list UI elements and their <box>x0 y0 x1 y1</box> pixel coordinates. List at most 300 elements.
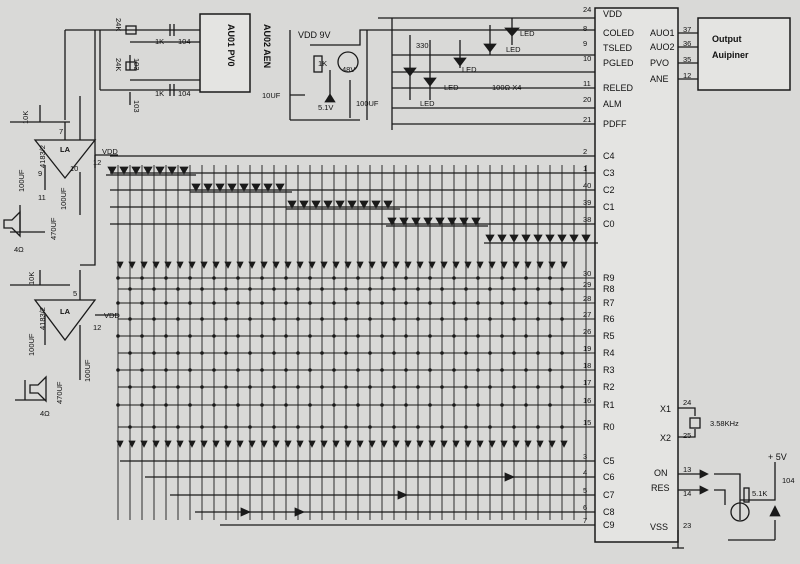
matrix-junction <box>296 425 300 429</box>
ic-pin-name-c6: C6 <box>603 472 615 482</box>
matrix-junction <box>488 425 492 429</box>
amp1-pin10: 10 <box>70 164 79 173</box>
ic-pin-num-c7: 5 <box>583 486 588 495</box>
ic-pin-name-c8: C8 <box>603 507 615 517</box>
ic-pin-name-c0: C0 <box>603 219 615 229</box>
c100uf-label: 100UF <box>356 99 379 108</box>
amp2-id: 4183/2 <box>38 307 47 330</box>
matrix-junction <box>428 403 432 407</box>
matrix-junction <box>536 287 540 291</box>
on-label: ON <box>654 468 668 478</box>
matrix-junction <box>464 385 468 389</box>
matrix-junction <box>536 317 540 321</box>
matrix-junction <box>332 368 336 372</box>
matrix-junction <box>368 317 372 321</box>
matrix-junction <box>284 368 288 372</box>
ic-pin-name-tsled: TSLED <box>603 43 633 53</box>
matrix-diode <box>570 235 578 242</box>
matrix-junction <box>368 425 372 429</box>
matrix-junction <box>128 351 132 355</box>
matrix-junction <box>332 301 336 305</box>
matrix-junction <box>476 301 480 305</box>
ic-pin-num-reled: 11 <box>583 79 591 88</box>
x1-label: X1 <box>660 404 672 414</box>
matrix-junction <box>152 287 156 291</box>
matrix-junction <box>452 368 456 372</box>
led-label-2: LED <box>506 45 521 54</box>
amp1-pin12: 12 <box>93 158 102 167</box>
matrix-junction <box>392 317 396 321</box>
matrix-junction <box>560 287 564 291</box>
ic-pin-num-c3: 1 <box>583 164 588 173</box>
ic-pin-name-auo1: AUO1 <box>650 28 675 38</box>
matrix-junction <box>452 301 456 305</box>
ic-pin-num-c6: 4 <box>583 468 588 477</box>
matrix-junction <box>188 368 192 372</box>
matrix-junction <box>152 385 156 389</box>
reset-resistor-label: 5.1K <box>752 489 768 498</box>
matrix-junction <box>176 317 180 321</box>
matrix-junction <box>188 301 192 305</box>
ic-pin-name-c3: C3 <box>603 168 615 178</box>
res-pin-num: 14 <box>683 489 692 498</box>
au-caps <box>170 24 174 96</box>
key-matrix <box>106 156 598 525</box>
matrix-junction <box>488 317 492 321</box>
matrix-junction <box>140 368 144 372</box>
au-box-line2: AU02 AEN <box>262 24 272 69</box>
ic-pin-name-pgled: PGLED <box>603 58 634 68</box>
matrix-junction <box>176 351 180 355</box>
matrix-diode <box>546 235 554 242</box>
matrix-junction <box>524 301 528 305</box>
matrix-junction <box>176 425 180 429</box>
ic-pin-num-vdd: 24 <box>583 5 592 14</box>
matrix-junction <box>236 334 240 338</box>
ic-pin-name-r4: R4 <box>603 348 615 358</box>
matrix-junction <box>296 385 300 389</box>
matrix-junction <box>236 403 240 407</box>
matrix-junction <box>416 317 420 321</box>
ic-pin-name-c1: C1 <box>603 202 615 212</box>
ic-pin-name-alm: ALM <box>603 99 622 109</box>
ic-pin-name-r7: R7 <box>603 298 615 308</box>
amp1-c100uf: 100UF <box>17 169 26 192</box>
c103-label-1: 103 <box>132 58 141 71</box>
matrix-junction <box>248 317 252 321</box>
matrix-junction <box>200 317 204 321</box>
matrix-junction <box>440 351 444 355</box>
ic-pin-name-r9: R9 <box>603 273 615 283</box>
matrix-junction <box>188 276 192 280</box>
matrix-junction <box>404 276 408 280</box>
matrix-junction <box>512 317 516 321</box>
matrix-junction <box>440 385 444 389</box>
amp1-pin11: 11 <box>38 193 46 202</box>
matrix-junction <box>524 368 528 372</box>
matrix-junction <box>548 334 552 338</box>
matrix-junction <box>536 385 540 389</box>
matrix-junction <box>236 301 240 305</box>
x2-pin-num: 25 <box>683 431 692 440</box>
matrix-junction <box>164 301 168 305</box>
matrix-junction <box>308 334 312 338</box>
reset-zener <box>770 506 780 516</box>
matrix-junction <box>248 287 252 291</box>
matrix-junction <box>404 301 408 305</box>
ic-pin-num-c8: 6 <box>583 503 588 512</box>
matrix-junction <box>500 403 504 407</box>
matrix-junction <box>296 317 300 321</box>
matrix-junction <box>176 385 180 389</box>
matrix-junction <box>548 403 552 407</box>
matrix-junction <box>476 334 480 338</box>
matrix-junction <box>428 276 432 280</box>
amp2-label: LA <box>60 307 70 316</box>
matrix-junction <box>224 351 228 355</box>
matrix-junction <box>308 403 312 407</box>
matrix-junction <box>128 385 132 389</box>
matrix-junction <box>224 385 228 389</box>
psu-r1k-label: 1K <box>318 59 328 68</box>
matrix-junction <box>260 368 264 372</box>
matrix-junction <box>152 317 156 321</box>
matrix-junction <box>320 287 324 291</box>
ic-pin-num-r5: 26 <box>583 327 592 336</box>
matrix-junction <box>380 334 384 338</box>
matrix-junction <box>164 334 168 338</box>
matrix-junction <box>404 334 408 338</box>
matrix-junction <box>140 334 144 338</box>
matrix-diode <box>510 235 518 242</box>
plus5v-label: + 5V <box>768 452 787 462</box>
matrix-junction <box>380 368 384 372</box>
amp2-c470: 470UF <box>55 381 64 404</box>
matrix-junction <box>224 317 228 321</box>
ic-pin-num-r6: 27 <box>583 310 592 319</box>
ic-pin-num-pgled: 10 <box>583 54 592 63</box>
matrix-junction <box>116 368 120 372</box>
ic-pin-name-pdff: PDFF <box>603 119 627 129</box>
led-label-3: LED <box>462 65 477 74</box>
res-label: RES <box>651 483 670 493</box>
vss-pin-num: 23 <box>683 521 692 530</box>
ic-pin-name-reled: RELED <box>603 83 634 93</box>
matrix-junction <box>332 403 336 407</box>
amp1-r10k: 10K <box>21 110 30 124</box>
ic-pin-num-r1: 16 <box>583 396 592 405</box>
matrix-junction <box>452 276 456 280</box>
matrix-junction <box>512 385 516 389</box>
vdd9v-label: VDD 9V <box>298 30 331 40</box>
matrix-junction <box>248 385 252 389</box>
amp1-label: LA <box>60 145 70 154</box>
led-2 <box>484 44 496 52</box>
r330-label: 330 <box>416 41 429 50</box>
matrix-junction <box>356 403 360 407</box>
matrix-junction <box>200 425 204 429</box>
matrix-junction <box>188 403 192 407</box>
matrix-junction <box>464 425 468 429</box>
output-box-line2: Auipiner <box>712 50 749 60</box>
matrix-junction <box>344 385 348 389</box>
speaker-2 <box>30 377 46 401</box>
matrix-junction <box>464 317 468 321</box>
ic-pin-name-r6: R6 <box>603 314 615 324</box>
matrix-junction <box>356 334 360 338</box>
matrix-junction <box>548 301 552 305</box>
matrix-diode <box>498 235 506 242</box>
c104-label-1: 104 <box>178 37 191 46</box>
ic-pin-num-coled: 8 <box>583 24 588 33</box>
matrix-junction <box>356 276 360 280</box>
matrix-junction <box>116 403 120 407</box>
lower-diode <box>295 508 304 516</box>
ic-pin-num-r2: 17 <box>583 378 592 387</box>
ic-pin-num-r3: 18 <box>583 361 592 370</box>
matrix-junction <box>416 351 420 355</box>
matrix-junction <box>380 276 384 280</box>
matrix-junction <box>272 351 276 355</box>
amp2-c100uf-2: 100UF <box>83 359 92 382</box>
matrix-junction <box>488 351 492 355</box>
matrix-junction <box>380 301 384 305</box>
r100x4-label: 100Ω X4 <box>492 83 522 92</box>
matrix-junction <box>428 301 432 305</box>
matrix-junction <box>524 403 528 407</box>
matrix-junction <box>116 276 120 280</box>
matrix-diode <box>582 235 590 242</box>
ic-pin-num-c0: 38 <box>583 215 592 224</box>
matrix-junction <box>452 334 456 338</box>
ic-pin-num-pvo: 35 <box>683 55 692 64</box>
matrix-junction <box>356 368 360 372</box>
matrix-junction <box>260 276 264 280</box>
zener-label: 5.1V <box>318 103 334 112</box>
led-4 <box>424 78 436 86</box>
matrix-junction <box>536 425 540 429</box>
vss-label: VSS <box>650 522 669 532</box>
amp2-vdd: VDD <box>104 311 120 320</box>
matrix-junction <box>368 351 372 355</box>
matrix-junction <box>212 301 216 305</box>
matrix-junction <box>344 425 348 429</box>
amp1-vdd: VDD <box>102 147 118 156</box>
matrix-junction <box>392 287 396 291</box>
matrix-junction <box>308 301 312 305</box>
matrix-junction <box>116 334 120 338</box>
matrix-junction <box>224 425 228 429</box>
matrix-junction <box>392 385 396 389</box>
au-box <box>200 14 250 92</box>
ic-pin-num-auo2: 36 <box>683 39 692 48</box>
matrix-junction <box>128 425 132 429</box>
crystal-label: 3.58KHz <box>710 419 739 428</box>
matrix-junction <box>344 287 348 291</box>
matrix-junction <box>416 287 420 291</box>
ic-pin-num-r0: 15 <box>583 418 592 427</box>
ic-pin-name-r0: R0 <box>603 422 615 432</box>
amp1-c100uf-2: 100UF <box>59 187 68 210</box>
matrix-junction <box>476 276 480 280</box>
au-box-line1: AU01 PV0 <box>226 24 236 67</box>
matrix-junction <box>512 425 516 429</box>
c104-label-2: 104 <box>178 89 191 98</box>
matrix-junction <box>284 276 288 280</box>
matrix-junction <box>140 276 144 280</box>
c103-label-2: 103 <box>132 100 141 113</box>
matrix-junction <box>440 287 444 291</box>
matrix-junction <box>356 301 360 305</box>
ic-pin-name-coled: COLED <box>603 28 635 38</box>
ic-pin-name-pvo: PVO <box>650 58 670 68</box>
matrix-diode <box>486 235 494 242</box>
ic-pin-name-c2: C2 <box>603 185 615 195</box>
matrix-junction <box>476 368 480 372</box>
matrix-junction <box>140 301 144 305</box>
matrix-junction <box>296 351 300 355</box>
ic-pin-num-r9: 30 <box>583 269 592 278</box>
matrix-junction <box>224 287 228 291</box>
ic-pin-num-r8: 29 <box>583 280 592 289</box>
amp2-r10k: 10K <box>27 271 36 285</box>
ic-pin-name-c7: C7 <box>603 490 615 500</box>
matrix-junction <box>200 287 204 291</box>
matrix-junction <box>248 425 252 429</box>
speaker-1-label: 4Ω <box>14 245 24 254</box>
matrix-junction <box>524 276 528 280</box>
led-1 <box>505 28 519 36</box>
ic-pin-name-r3: R3 <box>603 365 615 375</box>
matrix-diode <box>534 235 542 242</box>
amp1-pin9: 9 <box>38 169 43 178</box>
matrix-junction <box>404 368 408 372</box>
matrix-junction <box>512 351 516 355</box>
matrix-junction <box>560 317 564 321</box>
matrix-junction <box>428 334 432 338</box>
matrix-junction <box>560 385 564 389</box>
matrix-junction <box>344 317 348 321</box>
matrix-junction <box>500 301 504 305</box>
x2-label: X2 <box>660 433 672 443</box>
matrix-junction <box>248 351 252 355</box>
matrix-junction <box>272 317 276 321</box>
ic-pin-name-r5: R5 <box>603 331 615 341</box>
r1k-label-1: 1K <box>155 37 165 46</box>
matrix-junction <box>452 403 456 407</box>
matrix-junction <box>464 351 468 355</box>
matrix-junction <box>128 317 132 321</box>
matrix-junction <box>488 385 492 389</box>
matrix-junction <box>296 287 300 291</box>
matrix-junction <box>200 351 204 355</box>
output-box-line1: Output <box>712 34 742 44</box>
ic-pin-name-r8: R8 <box>603 284 615 294</box>
ic-pin-num-c4: 2 <box>583 147 588 156</box>
v48-label: 48V <box>342 65 356 74</box>
matrix-junction <box>476 403 480 407</box>
matrix-junction <box>392 351 396 355</box>
reset-diode-1 <box>700 470 708 478</box>
matrix-junction <box>212 276 216 280</box>
ic-pin-num-c1: 39 <box>583 198 592 207</box>
led-label-4: LED <box>444 83 459 92</box>
ic-pin-name-ane: ANE <box>650 74 669 84</box>
matrix-junction <box>332 276 336 280</box>
ic-pin-num-r7: 28 <box>583 294 592 303</box>
matrix-junction <box>416 425 420 429</box>
matrix-junction <box>272 385 276 389</box>
ic-pin-name-auo2: AUO2 <box>650 42 675 52</box>
matrix-junction <box>524 334 528 338</box>
matrix-junction <box>116 301 120 305</box>
reset-diode-2 <box>700 486 708 494</box>
matrix-junction <box>344 351 348 355</box>
ic-pin-name-c5: C5 <box>603 456 615 466</box>
ic-pin-name-c4: C4 <box>603 151 615 161</box>
matrix-junction <box>536 351 540 355</box>
matrix-junction <box>500 276 504 280</box>
ic-pin-name-vdd: VDD <box>603 9 623 19</box>
matrix-junction <box>440 317 444 321</box>
matrix-junction <box>560 351 564 355</box>
led-label-5: LED <box>420 99 435 108</box>
matrix-junction <box>164 368 168 372</box>
matrix-diode <box>522 235 530 242</box>
matrix-junction <box>272 425 276 429</box>
matrix-junction <box>320 317 324 321</box>
matrix-junction <box>152 351 156 355</box>
matrix-junction <box>548 368 552 372</box>
amp1-pin7: 7 <box>59 127 64 136</box>
amp1-c470: 470UF <box>49 217 58 240</box>
lower-diode <box>505 473 514 481</box>
matrix-junction <box>176 287 180 291</box>
matrix-junction <box>212 368 216 372</box>
matrix-junction <box>368 287 372 291</box>
matrix-junction <box>320 385 324 389</box>
matrix-junction <box>488 287 492 291</box>
zener-5v1 <box>325 94 335 102</box>
ic-pin-num-c9: 7 <box>583 516 588 525</box>
ic-pin-num-c2: 40 <box>583 181 592 190</box>
matrix-junction <box>500 334 504 338</box>
ic-pin-name-r2: R2 <box>603 382 615 392</box>
ic-pin-name-c9: C9 <box>603 520 615 530</box>
c104-reset-label: 104 <box>782 476 795 485</box>
lower-diode <box>241 508 250 516</box>
matrix-junction <box>236 368 240 372</box>
matrix-junction <box>128 287 132 291</box>
matrix-junction <box>440 425 444 429</box>
r24k-label-1: 24K <box>114 18 123 32</box>
matrix-junction <box>260 403 264 407</box>
matrix-junction <box>500 368 504 372</box>
matrix-junction <box>308 276 312 280</box>
matrix-junction <box>272 287 276 291</box>
matrix-junction <box>200 385 204 389</box>
matrix-junction <box>332 334 336 338</box>
matrix-junction <box>380 403 384 407</box>
ic-pin-name-r1: R1 <box>603 400 615 410</box>
matrix-junction <box>260 334 264 338</box>
reset-circuit-wires <box>678 462 775 540</box>
led-label-1: LED <box>520 29 535 38</box>
crystal-symbol <box>690 418 700 428</box>
matrix-junction <box>392 425 396 429</box>
r24k-label-2: 24K <box>114 58 123 72</box>
matrix-junction <box>260 301 264 305</box>
